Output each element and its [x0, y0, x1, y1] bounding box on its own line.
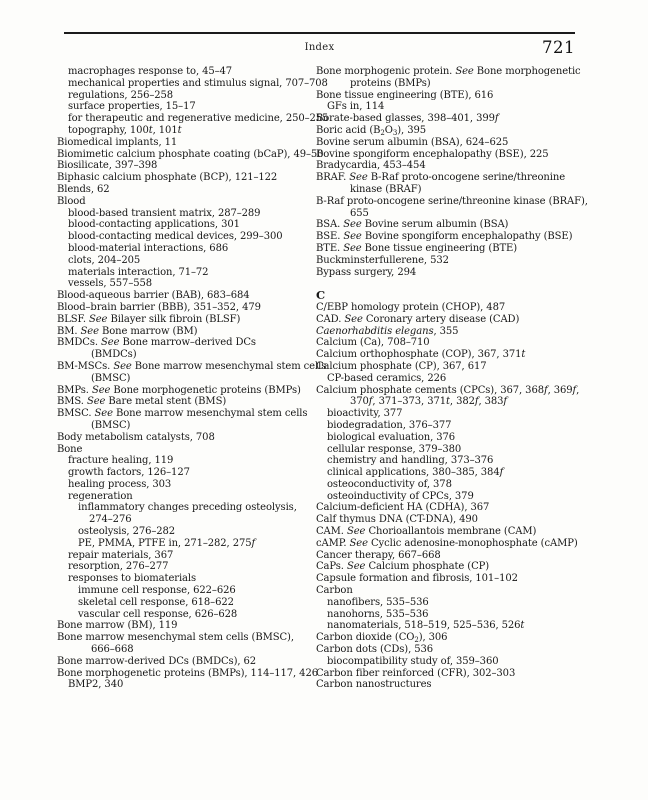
text-segment: 655: [350, 207, 369, 219]
text-segment: vascular cell response, 626–628: [78, 608, 238, 620]
index-entry: [316, 101, 578, 113]
text-segment: BMS.: [57, 396, 87, 408]
index-entry: [316, 597, 578, 609]
text-segment: regulations, 256–258: [68, 89, 174, 101]
index-entry: [316, 243, 578, 255]
index-entry: [57, 491, 311, 503]
subscript-text: 2: [380, 128, 385, 137]
text-segment: Bone marrow mesenchymal stem cells: [112, 408, 308, 420]
text-segment: Blends, 62: [57, 183, 110, 195]
text-segment: BM.: [57, 325, 81, 337]
text-segment: surface properties, 15–17: [68, 101, 196, 113]
index-column-left: [57, 66, 329, 691]
index-entry: [57, 137, 311, 149]
index-entry: [57, 444, 311, 456]
text-segment: , 371–373, 371: [372, 396, 446, 408]
index-entry: [316, 385, 578, 397]
index-entry: [57, 385, 311, 397]
text-segment: , 382: [449, 396, 475, 408]
text-segment: (BMDCs): [91, 349, 137, 361]
index-entry: [316, 219, 578, 231]
subscript-text: 2: [414, 636, 419, 645]
index-entry: [316, 432, 578, 444]
text-segment: Carbon dioxide (CO: [316, 632, 415, 644]
text-segment: Bypass surgery, 294: [316, 266, 417, 278]
index-entry: [57, 219, 311, 231]
text-segment: Bone: [57, 443, 83, 455]
index-entry: [316, 255, 578, 267]
index-entry: [57, 609, 311, 621]
italic-text: See: [101, 337, 120, 349]
text-segment: biodegradation, 376–377: [327, 419, 452, 431]
index-entry: [57, 679, 311, 691]
index-entry: [316, 172, 578, 184]
index-entry-continuation: [57, 644, 311, 656]
italic-text: t: [521, 349, 526, 361]
bold-text: C: [316, 288, 326, 303]
text-segment: (BMSC): [91, 372, 131, 384]
index-entry: [316, 113, 578, 125]
text-segment: mechanical properties and stimulus signal, 707–708: [68, 77, 328, 89]
index-entry: [57, 526, 311, 538]
text-segment: , 101: [152, 124, 178, 136]
index-entry: [57, 337, 311, 349]
index-entry: [57, 314, 311, 326]
text-segment: Bone tissue engineering (BTE), 616: [316, 89, 494, 101]
index-entry: [316, 455, 578, 467]
text-segment: BMSC.: [57, 408, 95, 420]
italic-text: See: [455, 66, 474, 77]
header-rule: [64, 32, 575, 34]
text-segment: blood-material interactions, 686: [68, 242, 229, 254]
italic-text: See: [91, 384, 111, 396]
index-entry: [316, 585, 578, 597]
italic-text: f: [494, 113, 499, 125]
italic-text: f: [503, 396, 508, 408]
index-entry: [316, 125, 578, 137]
text-segment: O: [384, 124, 393, 136]
index-entry: [57, 585, 311, 597]
index-entry: [316, 160, 578, 172]
text-segment: Bone morphogenetic: [473, 66, 581, 77]
index-entry: [57, 243, 311, 255]
text-segment: Calf thymus DNA (CT-DNA), 490: [316, 514, 478, 526]
text-segment: Biomimetic calcium phosphate coating (bCaP), 49–50: [57, 148, 324, 160]
text-segment: blood-contacting applications, 301: [68, 219, 240, 231]
text-segment: macrophages response to, 45–47: [68, 66, 233, 77]
text-segment: BSA.: [316, 219, 344, 231]
text-segment: CAM.: [316, 526, 347, 538]
text-segment: bioactivity, 377: [327, 408, 403, 420]
index-entry: [316, 267, 578, 279]
index-entry: [316, 679, 578, 691]
text-segment: ), 306: [418, 632, 448, 644]
index-entry: [57, 113, 329, 125]
italic-text: f: [543, 384, 548, 396]
text-segment: BLSF.: [57, 313, 89, 325]
index-entry: [316, 538, 578, 550]
text-segment: 274–276: [89, 514, 132, 526]
index-entry: [316, 644, 578, 656]
text-segment: materials interaction, 71–72: [68, 266, 209, 278]
text-segment: clots, 204–205: [68, 254, 141, 266]
index-entry: [57, 632, 311, 644]
text-segment: Calcium phosphate (CP): [365, 561, 490, 573]
text-segment: Calcium orthophosphate (COP), 367, 371: [316, 349, 522, 361]
text-segment: osteolysis, 276–282: [78, 526, 176, 538]
text-segment: Body metabolism catalysts, 708: [57, 431, 215, 443]
text-segment: Bare metal stent (BMS): [105, 396, 227, 408]
index-entry: [57, 326, 311, 338]
index-entry: [57, 290, 311, 302]
index-entry: [316, 550, 578, 562]
text-segment: C/EBP homology protein (CHOP), 487: [316, 301, 506, 313]
text-segment: BMP2, 340: [68, 679, 124, 691]
text-segment: resorption, 276–277: [68, 561, 169, 573]
text-segment: topography, 100: [68, 124, 149, 136]
text-segment: fracture healing, 119: [68, 455, 174, 467]
index-entry: [57, 302, 311, 314]
index-entry: [57, 467, 311, 479]
text-segment: , 355: [433, 325, 459, 337]
index-entry-continuation: [57, 349, 311, 361]
text-segment: Boric acid (B: [316, 124, 381, 136]
text-segment: 370: [350, 396, 369, 408]
index-entry: [316, 326, 578, 338]
text-segment: ), 395: [397, 124, 426, 136]
text-segment: BMDCs.: [57, 337, 102, 349]
text-segment: biocompatibility study of, 359–360: [327, 655, 499, 667]
index-entry: [57, 360, 327, 373]
italic-text: See: [343, 219, 362, 231]
italic-text: See: [344, 313, 363, 325]
index-entry: [57, 479, 311, 491]
text-segment: (BMSC): [91, 419, 131, 431]
text-segment: Cancer therapy, 667–668: [316, 549, 441, 561]
text-segment: regeneration: [68, 490, 133, 502]
index-entry: [57, 561, 311, 573]
text-segment: nanomaterials, 518–519, 525–536, 526: [327, 620, 521, 632]
text-segment: skeletal cell response, 618–622: [78, 596, 234, 608]
text-segment: Blood–brain barrier (BBB), 351–352, 479: [57, 301, 261, 313]
text-segment: B-Raf proto-oncogene serine/threonine: [367, 172, 566, 184]
italic-text: See: [343, 231, 362, 243]
text-segment: Bone morphogenic protein.: [316, 66, 456, 77]
text-segment: Bone morphogenetic proteins (BMPs), 114–117, 426: [57, 667, 318, 679]
italic-text: See: [346, 526, 366, 538]
italic-text: See: [80, 325, 99, 337]
text-segment: chemistry and handling, 373–376: [327, 455, 494, 467]
index-entry: [57, 255, 311, 267]
italic-text: See: [349, 537, 368, 549]
index-entry: [316, 632, 578, 644]
text-segment: repair materials, 367: [68, 549, 174, 561]
italic-text: See: [346, 561, 366, 573]
text-segment: , 369: [547, 384, 573, 396]
page-header: [64, 38, 575, 62]
index-entry: [316, 479, 578, 491]
italic-text: t: [148, 124, 153, 136]
text-segment: Calcium phosphate cements (CPCs), 367, 368: [316, 384, 544, 396]
text-segment: Bovine spongiform encephalopathy (BSE), 225: [316, 148, 549, 160]
index-entry: [57, 502, 311, 514]
text-segment: Bone morphogenetic proteins (BMPs): [110, 384, 301, 396]
text-segment: Bradycardia, 453–454: [316, 160, 426, 172]
italic-text: See: [113, 360, 132, 372]
italic-text: See: [94, 408, 113, 420]
index-entry: [316, 195, 588, 208]
section-heading: [316, 290, 578, 302]
index-entry: [316, 373, 578, 385]
index-entry: [316, 609, 578, 621]
italic-text: Caenorhabditis elegans: [316, 325, 434, 337]
index-entry: [57, 208, 311, 220]
index-entry: [316, 349, 578, 361]
index-entry: [57, 148, 324, 161]
index-entry: [316, 561, 578, 573]
subscript-text: 3: [392, 128, 398, 137]
text-segment: proteins (BMPs): [350, 77, 431, 89]
index-entry: [316, 420, 578, 432]
italic-text: See: [88, 313, 108, 325]
index-entry: [316, 444, 578, 456]
text-segment: inflammatory changes preceding osteolysis,: [78, 502, 297, 514]
italic-text: See: [343, 242, 362, 254]
index-entry: [57, 538, 311, 550]
text-segment: Bone tissue engineering (BTE): [361, 242, 518, 254]
text-segment: cellular response, 379–380: [327, 443, 462, 455]
text-segment: Biosilicate, 397–398: [57, 160, 158, 172]
text-segment: CaPs.: [316, 561, 347, 573]
text-segment: nanofibers, 535–536: [327, 596, 429, 608]
text-segment: Bovine serum albumin (BSA): [361, 219, 509, 231]
index-entry: [57, 455, 311, 467]
text-segment: Carbon nanostructures: [316, 679, 432, 691]
italic-text: See: [349, 172, 368, 184]
index-entry: [57, 160, 311, 172]
index-entry: [316, 656, 578, 668]
index-entry: [316, 573, 578, 585]
text-segment: blood-contacting medical devices, 299–300: [68, 231, 283, 243]
text-segment: Chorioallantois membrane (CAM): [365, 526, 537, 538]
text-segment: Bone marrow-derived DCs (BMDCs), 62: [57, 655, 257, 667]
text-segment: osteoconductivity of, 378: [327, 478, 452, 490]
index-entry: [57, 231, 311, 243]
italic-text: f: [572, 384, 577, 396]
text-segment: Bone marrow (BM), 119: [57, 620, 178, 632]
text-segment: Bovine spongiform encephalopathy (BSE): [361, 231, 573, 243]
index-entry-continuation: [57, 373, 311, 385]
text-segment: healing process, 303: [68, 478, 172, 490]
text-segment: biological evaluation, 376: [327, 431, 456, 443]
text-segment: clinical applications, 380–385, 384: [327, 467, 500, 479]
text-segment: Cyclic adenosine-monophosphate (cAMP): [367, 537, 578, 549]
text-segment: Calcium (Ca), 708–710: [316, 337, 430, 349]
text-segment: Calcium phosphate (CP), 367, 617: [316, 360, 487, 372]
text-segment: immune cell response, 622–626: [78, 585, 236, 597]
index-entry: [316, 467, 578, 479]
page-number: 721: [542, 38, 575, 57]
text-segment: Bovine serum albumin (BSA), 624–625: [316, 136, 509, 148]
index-entry: [57, 184, 311, 196]
text-segment: Buckminsterfullerene, 532: [316, 254, 449, 266]
index-entry: [57, 514, 311, 526]
text-segment: responses to biomaterials: [68, 573, 197, 585]
text-segment: Coronary artery disease (CAD): [362, 313, 520, 325]
text-segment: Biomedical implants, 11: [57, 136, 178, 148]
index-column-right: [316, 66, 588, 691]
text-segment: for therapeutic and regenerative medicine, 250–255: [68, 113, 329, 125]
italic-text: f: [368, 396, 373, 408]
index-entry: [316, 620, 578, 632]
text-segment: Bone marrow mesenchymal stem cells (BMSC),: [57, 632, 294, 644]
index-entry: [316, 90, 578, 102]
index-entry: [57, 667, 318, 680]
index-entry: [316, 491, 578, 503]
text-segment: kinase (BRAF): [350, 183, 422, 195]
text-segment: Bilayer silk fibroin (BLSF): [107, 313, 241, 325]
index-entry: [57, 66, 311, 78]
italic-text: t: [177, 124, 182, 136]
index-entry: [57, 278, 311, 290]
index-entry: [57, 125, 311, 137]
index-entry: [57, 573, 311, 585]
italic-text: t: [520, 620, 525, 632]
index-entry: [316, 337, 578, 349]
text-segment: Calcium-deficient HA (CDHA), 367: [316, 502, 490, 514]
text-segment: osteoinductivity of CPCs, 379: [327, 490, 474, 502]
index-entry: [57, 550, 311, 562]
text-segment: blood-based transient matrix, 287–289: [68, 207, 261, 219]
text-segment: Carbon fiber reinforced (CFR), 302–303: [316, 667, 516, 679]
index-entry: [57, 101, 311, 113]
text-segment: Biphasic calcium phosphate (BCP), 121–122: [57, 172, 278, 184]
text-segment: BRAF.: [316, 172, 350, 184]
running-head: Index: [304, 42, 335, 53]
index-entry: [316, 302, 578, 314]
index-entry: [57, 620, 311, 632]
text-segment: Bone marrow (BM): [98, 325, 198, 337]
text-segment: BMPs.: [57, 384, 92, 396]
text-segment: nanohorns, 535–536: [327, 608, 429, 620]
index-entry: [316, 408, 578, 420]
text-segment: Blood: [57, 195, 86, 207]
index-entry: [57, 656, 311, 668]
index-entry-continuation: [316, 184, 578, 196]
index-entry: [57, 408, 311, 420]
index-entry: [316, 66, 581, 78]
italic-text: t: [445, 396, 450, 408]
text-segment: BSE.: [316, 231, 344, 243]
index-entry: [316, 502, 578, 514]
text-segment: Blood-aqueous barrier (BAB), 683–684: [57, 290, 250, 302]
text-segment: Carbon dots (CDs), 536: [316, 644, 434, 656]
italic-text: f: [499, 467, 504, 479]
index-entry-continuation: [316, 78, 578, 90]
index-entry: [57, 432, 311, 444]
italic-text: f: [474, 396, 479, 408]
index-entry-continuation: [316, 208, 578, 220]
text-segment: Bone marrow mesenchymal stem cells: [131, 360, 327, 372]
text-segment: BTE.: [316, 242, 344, 254]
text-segment: ,: [576, 384, 580, 396]
index-entry-continuation: [316, 396, 578, 408]
index-entry: [57, 396, 311, 408]
text-segment: PE, PMMA, PTFE in, 271–282, 275: [78, 537, 252, 549]
index-entry: [316, 137, 578, 149]
index-entry: [57, 597, 311, 609]
index-entry: [57, 196, 311, 208]
text-segment: CP-based ceramics, 226: [327, 372, 447, 384]
index-entry: [316, 314, 578, 326]
text-segment: vessels, 557–558: [68, 278, 153, 290]
text-segment: Bone marrow–derived DCs: [119, 337, 256, 349]
text-segment: CAD.: [316, 313, 345, 325]
index-entry: [316, 668, 578, 680]
index-entry: [316, 526, 578, 538]
index-entry: [57, 90, 311, 102]
index-entry: [316, 361, 578, 373]
text-segment: 666–668: [91, 644, 134, 656]
index-entry: [316, 149, 578, 161]
text-segment: Carbon: [316, 585, 353, 597]
text-segment: Capsule formation and fibrosis, 101–102: [316, 573, 518, 585]
blank-line: [316, 278, 578, 290]
text-segment: Borate-based glasses, 398–401, 399: [316, 113, 495, 125]
index-entry: [57, 77, 328, 90]
text-segment: B-Raf proto-oncogene serine/threonine kinase (BRAF),: [316, 195, 588, 207]
index-entry-continuation: [57, 420, 311, 432]
italic-text: f: [251, 537, 256, 549]
index-entry: [316, 231, 578, 243]
index-entry: [57, 267, 311, 279]
text-segment: GFs in, 114: [327, 101, 385, 113]
text-segment: BM-MSCs.: [57, 360, 114, 372]
index-entry: [57, 172, 311, 184]
text-segment: , 383: [478, 396, 504, 408]
index-entry: [316, 514, 578, 526]
text-segment: cAMP.: [316, 537, 350, 549]
text-segment: growth factors, 126–127: [68, 467, 190, 479]
italic-text: See: [86, 396, 106, 408]
